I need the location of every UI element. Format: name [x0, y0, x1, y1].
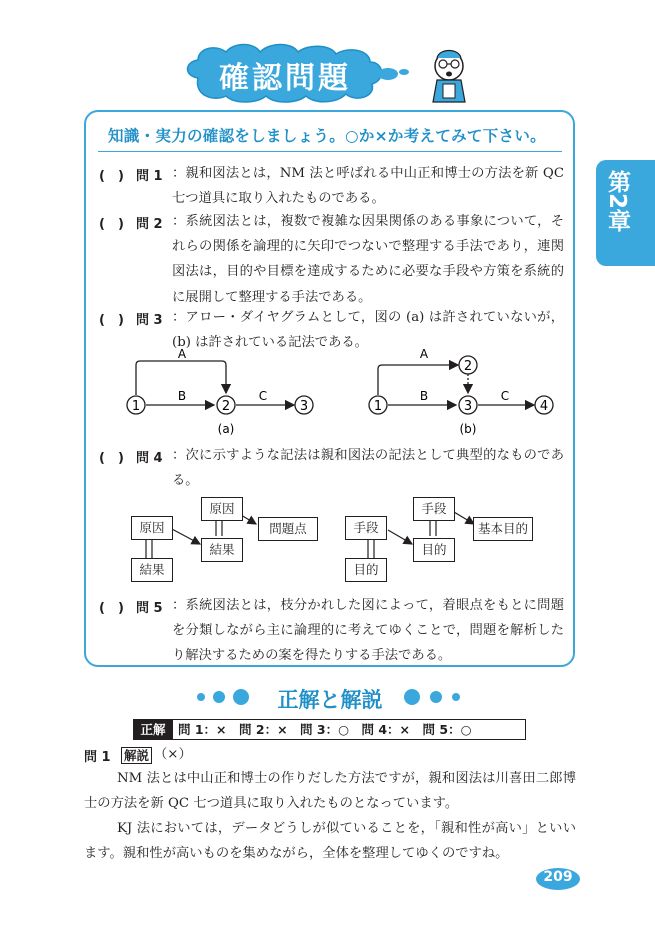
- goal-box: 目的: [345, 558, 387, 582]
- edge-label: C: [258, 389, 268, 403]
- answers-dots-right: [398, 686, 468, 708]
- page-number: 209: [543, 869, 573, 885]
- arrow-diagram-b: [360, 345, 560, 435]
- result-box: 結果: [201, 538, 243, 562]
- question-label: 問 2: [136, 217, 163, 232]
- answer-items: 問 1：× 問 2：× 問 3：○ 問 4：× 問 5：○: [178, 722, 472, 737]
- basic-goal-box: 基本目的: [473, 517, 533, 541]
- question-text: ：アロー・ダイヤグラムとして，図の (a) は許されていないが，(b) は許されている記法である。: [172, 310, 564, 351]
- explanation-kaisetsu: [121, 745, 152, 764]
- kaisetsu-label: 解説: [121, 747, 152, 764]
- mascot-icon: [425, 44, 473, 106]
- answer-label: 正解: [133, 719, 173, 740]
- cause-box: 原因: [201, 497, 243, 521]
- answer-paren[interactable]: ( ): [99, 601, 124, 616]
- node-label: 1: [373, 399, 383, 414]
- diagram-caption: (a): [217, 422, 235, 435]
- answers-heading: 正解と解説: [277, 688, 383, 712]
- edge-label: A: [419, 347, 429, 361]
- instruction: 知識・実力の確認をしましょう。○か×か考えてみて下さい。: [108, 127, 546, 145]
- problem-box: 問題点: [258, 517, 318, 541]
- edge-label: A: [177, 347, 187, 361]
- explanation-q-label: 問 1: [84, 750, 111, 765]
- node-label: 1: [131, 399, 141, 414]
- answer-paren[interactable]: ( ): [99, 313, 124, 328]
- explanation-paragraph: KJ 法においては，データどうしが似ていることを，「親和性が高い」といいます。親和性が高いものを集めながら，全体を整理してゆくのですね。: [84, 821, 576, 861]
- question-label: 問 3: [136, 313, 163, 328]
- header: [0, 0, 655, 110]
- edge-label: B: [177, 389, 187, 403]
- answer-paren[interactable]: ( ): [99, 451, 124, 466]
- question-label: 問 5: [136, 601, 163, 616]
- edge-label: C: [500, 389, 510, 403]
- question-text: ：系統図法とは，複数で複雑な因果関係のある事象について，それらの関係を論理的に矢印でつないで整理する手法であり，連関図法は，目的や目標を達成するために必要な手段や方策を系統的に展開して整理する手法である。: [172, 214, 564, 305]
- result-box: 結果: [131, 558, 173, 582]
- arrow-diagram-a: [118, 345, 328, 435]
- question-label: 問 1: [136, 169, 163, 184]
- cause-box: 原因: [131, 516, 173, 540]
- node-label: 4: [539, 399, 549, 414]
- question-text: ：系統図法とは，枝分かれした図によって，着眼点をもとに問題を分類しながら主に論理的に考えてゆくことで，問題を解析したり解決するための案を得たりする手法である。: [172, 598, 564, 664]
- means-box: 手段: [345, 516, 387, 540]
- explanation-mark: （×）: [154, 747, 192, 762]
- divider: [98, 151, 562, 152]
- means-box: 手段: [413, 497, 455, 521]
- page-title: 確認問題: [219, 61, 351, 96]
- question-text: ：親和図法とは，NM 法と呼ばれる中山正和博士の方法を新 QC 七つ道具に取り入れたものである。: [172, 166, 564, 207]
- node-label: 3: [299, 399, 309, 414]
- diagram-caption: (b): [459, 422, 477, 435]
- question-label: 問 4: [136, 451, 163, 466]
- explanation-paragraph: NM 法とは中山正和博士の作りだした方法ですが，親和図法は川喜田二郎博士の方法を新 QC 七つ道具に取り入れたものとなっています。: [84, 771, 576, 811]
- goal-box: 目的: [413, 538, 455, 562]
- question-text: ：次に示すような記法は親和図法の記法として典型的なものである。: [172, 448, 564, 489]
- answer-paren[interactable]: ( ): [99, 217, 124, 232]
- edge-label: B: [419, 389, 429, 403]
- node-label: 2: [221, 399, 231, 414]
- node-label: 2: [463, 359, 473, 374]
- node-label: 3: [463, 399, 473, 414]
- answer-paren[interactable]: ( ): [99, 169, 124, 184]
- chapter-tab-label: 第2章: [604, 170, 630, 233]
